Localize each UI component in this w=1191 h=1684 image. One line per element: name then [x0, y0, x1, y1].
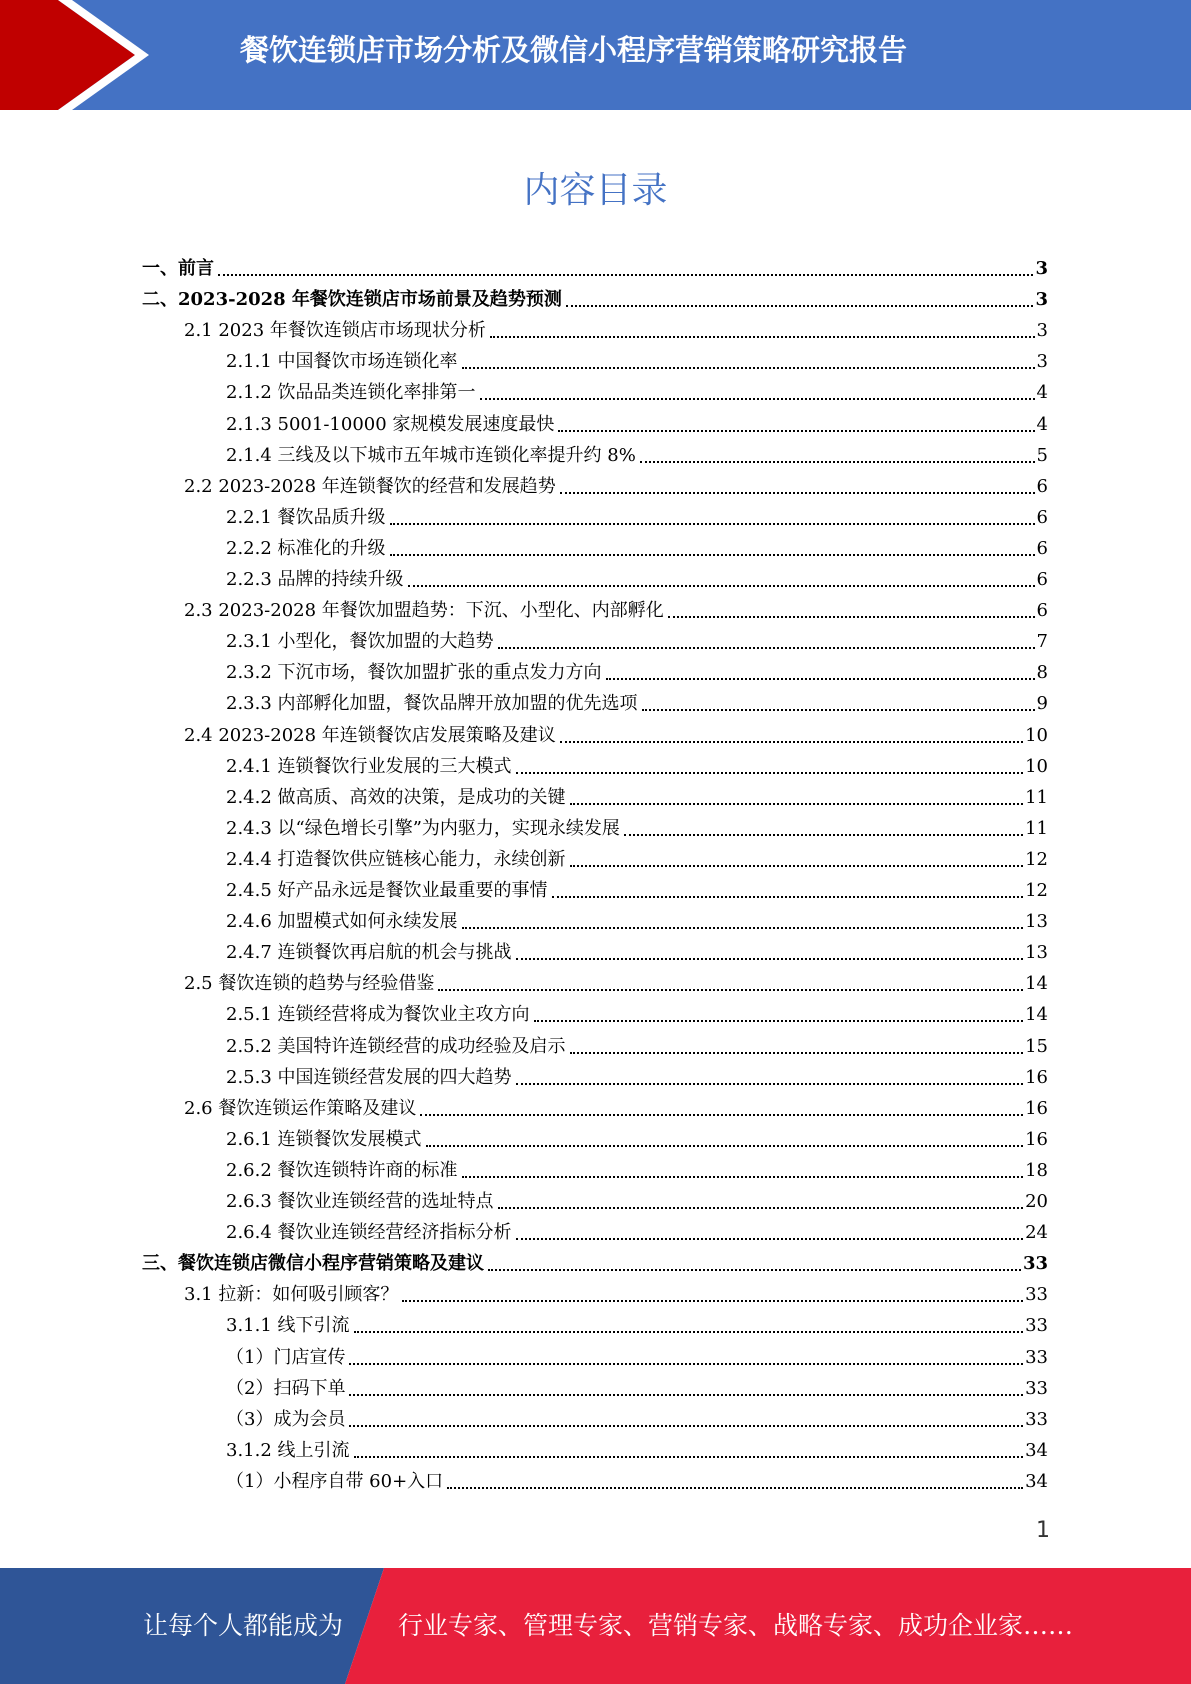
- toc-entry-page: 33: [1025, 1408, 1048, 1430]
- toc-heading: 内容目录: [523, 170, 668, 211]
- toc-entry[interactable]: [226, 688, 1048, 719]
- toc-dot-leader: [462, 926, 1024, 929]
- toc-entry-page: 6: [1036, 569, 1048, 590]
- toc-entry-page: 24: [1025, 1222, 1048, 1244]
- toc-dot-leader: [420, 1113, 1023, 1116]
- toc-entry-page: 16: [1025, 1097, 1048, 1119]
- footer-banner: [0, 1568, 1191, 1684]
- toc-entry-page: 8: [1036, 662, 1048, 684]
- toc-entry-title: 2.4.2 做高质、高效的决策，是成功的关键: [226, 786, 566, 808]
- toc-dot-leader: [490, 335, 1035, 338]
- toc-entry[interactable]: [226, 1342, 1048, 1373]
- toc-entry[interactable]: [226, 1310, 1048, 1341]
- toc-entry-page: 6: [1036, 537, 1048, 559]
- toc-entry-page: 3: [1036, 351, 1048, 373]
- toc-entry[interactable]: [226, 1124, 1048, 1155]
- toc-entry-page: 10: [1025, 755, 1048, 777]
- toc-entry-title: （3）成为会员: [226, 1408, 346, 1430]
- toc-entry-title: 2.4.6 加盟模式如何永续发展: [226, 911, 458, 933]
- toc-dot-leader: [534, 1019, 1024, 1022]
- toc-entry-page: 33: [1025, 1377, 1048, 1399]
- toc-entry-page: 16: [1025, 1128, 1048, 1150]
- toc-entry-page: 34: [1025, 1439, 1048, 1461]
- toc-entry-title: 2.4.4 打造餐饮供应链核心能力，永续创新: [226, 848, 566, 870]
- toc-entry-title: 2.2.2 标准化的升级: [226, 537, 386, 559]
- toc-entry-title: （1）小程序自带 60+入口: [226, 1470, 444, 1492]
- toc-dot-leader: [498, 1206, 1024, 1209]
- toc-entry-page: 10: [1025, 724, 1048, 746]
- toc-entry-page: 33: [1025, 1346, 1048, 1368]
- toc-entry[interactable]: [226, 782, 1048, 813]
- toc-dot-leader: [218, 273, 1033, 276]
- toc-dot-leader: [642, 708, 1035, 711]
- footer-slogan-left: 让每个人都能成为: [143, 1611, 344, 1640]
- toc-entry[interactable]: [184, 315, 1048, 346]
- toc-entry[interactable]: [184, 1093, 1048, 1124]
- toc-dot-leader: [390, 522, 1035, 525]
- toc-dot-leader: [566, 304, 1034, 307]
- toc-entry[interactable]: [184, 471, 1048, 502]
- toc-dot-leader: [498, 646, 1035, 649]
- toc-dot-leader: [349, 1393, 1023, 1396]
- page-number: 1: [1036, 1518, 1050, 1543]
- toc-entry-page: 11: [1025, 817, 1048, 839]
- toc-dot-leader: [402, 1299, 1023, 1302]
- toc-entry-title: 2.5.1 连锁经营将成为餐饮业主攻方向: [226, 1004, 530, 1026]
- toc-dot-leader: [354, 1455, 1024, 1458]
- toc-entry-title: 2.4 2023-2028 年连锁餐饮店发展策略及建议: [184, 724, 556, 746]
- toc-entry-page: 12: [1025, 848, 1048, 870]
- toc-entry-page: 7: [1036, 631, 1048, 653]
- toc-entry-title: 2.1.1 中国餐饮市场连锁化率: [226, 351, 458, 373]
- toc-entry-page: 33: [1025, 1284, 1048, 1306]
- toc-entry-title: 2.1.3 5001-10000 家规模发展速度最快: [226, 413, 555, 435]
- toc-entry[interactable]: [226, 999, 1048, 1030]
- toc-entry-title: 2.4.7 连锁餐饮再启航的机会与挑战: [226, 942, 512, 964]
- toc-dot-leader: [349, 1424, 1023, 1427]
- toc-entry-page: 16: [1025, 1066, 1048, 1088]
- toc-entry[interactable]: [184, 720, 1048, 751]
- toc-entry-title: 3.1 拉新：如何吸引顾客？: [184, 1284, 399, 1306]
- toc-dot-leader: [570, 1051, 1024, 1054]
- toc-dot-leader: [516, 1237, 1024, 1240]
- toc-entry-title: 2.4.3 以“绿色增长引擎”为内驱力，实现永续发展: [226, 817, 620, 839]
- toc-entry[interactable]: [226, 1031, 1048, 1062]
- toc-dot-leader: [349, 1362, 1023, 1365]
- toc-entry[interactable]: [226, 906, 1048, 937]
- toc-entry[interactable]: [226, 813, 1048, 844]
- toc-entry-title: 2.3.3 内部孵化加盟，餐饮品牌开放加盟的优先选项: [226, 693, 638, 715]
- toc-entry[interactable]: [226, 751, 1048, 782]
- toc-entry-title: 2.4.5 好产品永远是餐饮业最重要的事情: [226, 880, 548, 901]
- toc-entry-page: 5: [1036, 444, 1048, 466]
- toc-entry-title: （2）扫码下单: [226, 1377, 346, 1399]
- toc-entry-page: 4: [1036, 413, 1048, 435]
- toc-entry[interactable]: [226, 440, 1048, 471]
- toc-dot-leader: [447, 1486, 1023, 1489]
- toc-entry-page: 18: [1025, 1159, 1048, 1181]
- toc-entry[interactable]: [226, 844, 1048, 875]
- toc-dot-leader: [516, 1082, 1024, 1085]
- toc-entry-page: 13: [1025, 911, 1048, 933]
- toc-entry[interactable]: [226, 502, 1048, 533]
- toc-entry-page: 15: [1025, 1035, 1048, 1057]
- toc-entry-title: 2.1.4 三线及以下城市五年城市连锁化率提升约 8%: [226, 444, 636, 466]
- toc-entry-page: 6: [1036, 600, 1048, 622]
- toc-entry-title: 2.1.2 饮品品类连锁化率排第一: [226, 382, 476, 404]
- red-chevron-icon: [0, 0, 160, 110]
- toc-entry-title: 2.5.2 美国特许连锁经营的成功经验及启示: [226, 1035, 566, 1057]
- toc-entry-page: 6: [1036, 475, 1048, 497]
- toc-entry[interactable]: [226, 1217, 1048, 1248]
- toc-entry-page: 6: [1036, 506, 1048, 528]
- toc-dot-leader: [624, 833, 1023, 836]
- header-banner: [0, 0, 1191, 110]
- toc-entry[interactable]: [226, 875, 1048, 906]
- toc-entry[interactable]: [142, 253, 1048, 284]
- toc-entry-title: 2.5 餐饮连锁的趋势与经验借鉴: [184, 973, 435, 995]
- toc-dot-leader: [408, 584, 1035, 587]
- toc-entry-page: 14: [1025, 973, 1048, 995]
- toc-entry-title: 2.6 餐饮连锁运作策略及建议: [184, 1097, 417, 1119]
- toc-entry-title: 2.3 2023-2028 年餐饮加盟趋势：下沉、小型化、内部孵化: [184, 600, 664, 622]
- toc-dot-leader: [462, 1175, 1024, 1178]
- toc-entry[interactable]: [184, 968, 1048, 999]
- toc-entry-title: 3.1.1 线下引流: [226, 1315, 350, 1337]
- toc-dot-leader: [354, 1330, 1024, 1333]
- toc-entry-page: 3: [1036, 320, 1048, 342]
- toc-dot-leader: [488, 1268, 1021, 1271]
- toc-entry-page: 9: [1036, 693, 1048, 715]
- report-title: 餐饮连锁店市场分析及微信小程序营销策略研究报告: [240, 33, 908, 67]
- toc-dot-leader: [516, 771, 1024, 774]
- toc-dot-leader: [552, 895, 1024, 898]
- toc-entry-page: 12: [1025, 880, 1048, 901]
- toc-dot-leader: [560, 491, 1035, 494]
- toc-dot-leader: [480, 397, 1035, 400]
- toc-entry-page: 20: [1025, 1191, 1048, 1212]
- toc-entry-page: 34: [1025, 1470, 1048, 1492]
- toc-dot-leader: [570, 802, 1024, 805]
- toc-entry-title: （1）门店宣传: [226, 1346, 346, 1368]
- toc-dot-leader: [516, 957, 1024, 960]
- toc-entry-page: 3: [1035, 258, 1048, 279]
- toc-entry[interactable]: [226, 937, 1048, 968]
- toc-dot-leader: [570, 864, 1024, 867]
- toc-entry-page: 13: [1025, 942, 1048, 964]
- toc-dot-leader: [462, 366, 1035, 369]
- footer-slogan-right: 行业专家、管理专家、营销专家、战略专家、成功企业家……: [398, 1611, 1074, 1640]
- toc-entry-title: 2.2.3 品牌的持续升级: [226, 569, 404, 590]
- toc-entry[interactable]: [226, 657, 1048, 688]
- toc-entry-title: 2.6.2 餐饮连锁特许商的标准: [226, 1159, 458, 1181]
- toc-dot-leader: [558, 429, 1034, 432]
- toc-entry-page: 33: [1022, 1253, 1048, 1275]
- toc-entry[interactable]: [226, 1466, 1048, 1497]
- toc-entry-title: 2.3.2 下沉市场，餐饮加盟扩张的重点发力方向: [226, 662, 602, 684]
- toc-entry[interactable]: [226, 626, 1048, 657]
- toc-entry[interactable]: [184, 1279, 1048, 1310]
- toc-dot-leader: [668, 615, 1035, 618]
- toc-entry[interactable]: [226, 1155, 1048, 1186]
- toc-dot-leader: [426, 1144, 1024, 1147]
- toc-entry-title: 2.5.3 中国连锁经营发展的四大趋势: [226, 1066, 512, 1088]
- toc-dot-leader: [606, 677, 1035, 680]
- toc-entry[interactable]: [226, 1062, 1048, 1093]
- toc-entry-title: 2.6.3 餐饮业连锁经营的选址特点: [226, 1191, 494, 1212]
- toc-entry-title: 2.2 2023-2028 年连锁餐饮的经营和发展趋势: [184, 475, 556, 497]
- toc-entry-title: 2.6.1 连锁餐饮发展模式: [226, 1128, 422, 1150]
- toc-entry-title: 一、前言: [142, 258, 214, 279]
- toc-entry[interactable]: [226, 377, 1048, 408]
- toc-entry[interactable]: [142, 284, 1048, 315]
- toc-dot-leader: [438, 988, 1023, 991]
- toc-entry-page: 11: [1025, 786, 1048, 808]
- toc-entry-title: 二、2023-2028 年餐饮连锁店市场前景及趋势预测: [142, 289, 562, 311]
- toc-entry[interactable]: [226, 1404, 1048, 1435]
- toc-entry[interactable]: [226, 1373, 1048, 1404]
- toc-entry-title: 2.6.4 餐饮业连锁经营经济指标分析: [226, 1222, 512, 1244]
- toc-entry[interactable]: [226, 409, 1048, 440]
- toc-entry-title: 三、餐饮连锁店微信小程序营销策略及建议: [142, 1253, 484, 1275]
- toc-entry-page: 33: [1025, 1315, 1048, 1337]
- toc-entry-page: 14: [1025, 1004, 1048, 1026]
- toc-entry-title: 2.4.1 连锁餐饮行业发展的三大模式: [226, 755, 512, 777]
- toc-entry[interactable]: [226, 533, 1048, 564]
- toc-dot-leader: [560, 740, 1023, 743]
- toc-entry-page: 3: [1035, 289, 1048, 311]
- toc-entry-title: 3.1.2 线上引流: [226, 1439, 350, 1461]
- toc-dot-leader: [640, 460, 1035, 463]
- toc-entry[interactable]: [184, 595, 1048, 626]
- toc-entry[interactable]: [142, 1248, 1048, 1279]
- toc-entry-title: 2.2.1 餐饮品质升级: [226, 506, 386, 528]
- toc-entry[interactable]: [226, 1186, 1048, 1217]
- toc-entry-page: 4: [1036, 382, 1048, 404]
- toc-entry[interactable]: [226, 1435, 1048, 1466]
- toc-entry[interactable]: [226, 564, 1048, 595]
- toc-entry-title: 2.1 2023 年餐饮连锁店市场现状分析: [184, 320, 486, 342]
- toc-dot-leader: [390, 553, 1035, 556]
- toc-entry[interactable]: [226, 346, 1048, 377]
- toc-entry-title: 2.3.1 小型化，餐饮加盟的大趋势: [226, 631, 494, 653]
